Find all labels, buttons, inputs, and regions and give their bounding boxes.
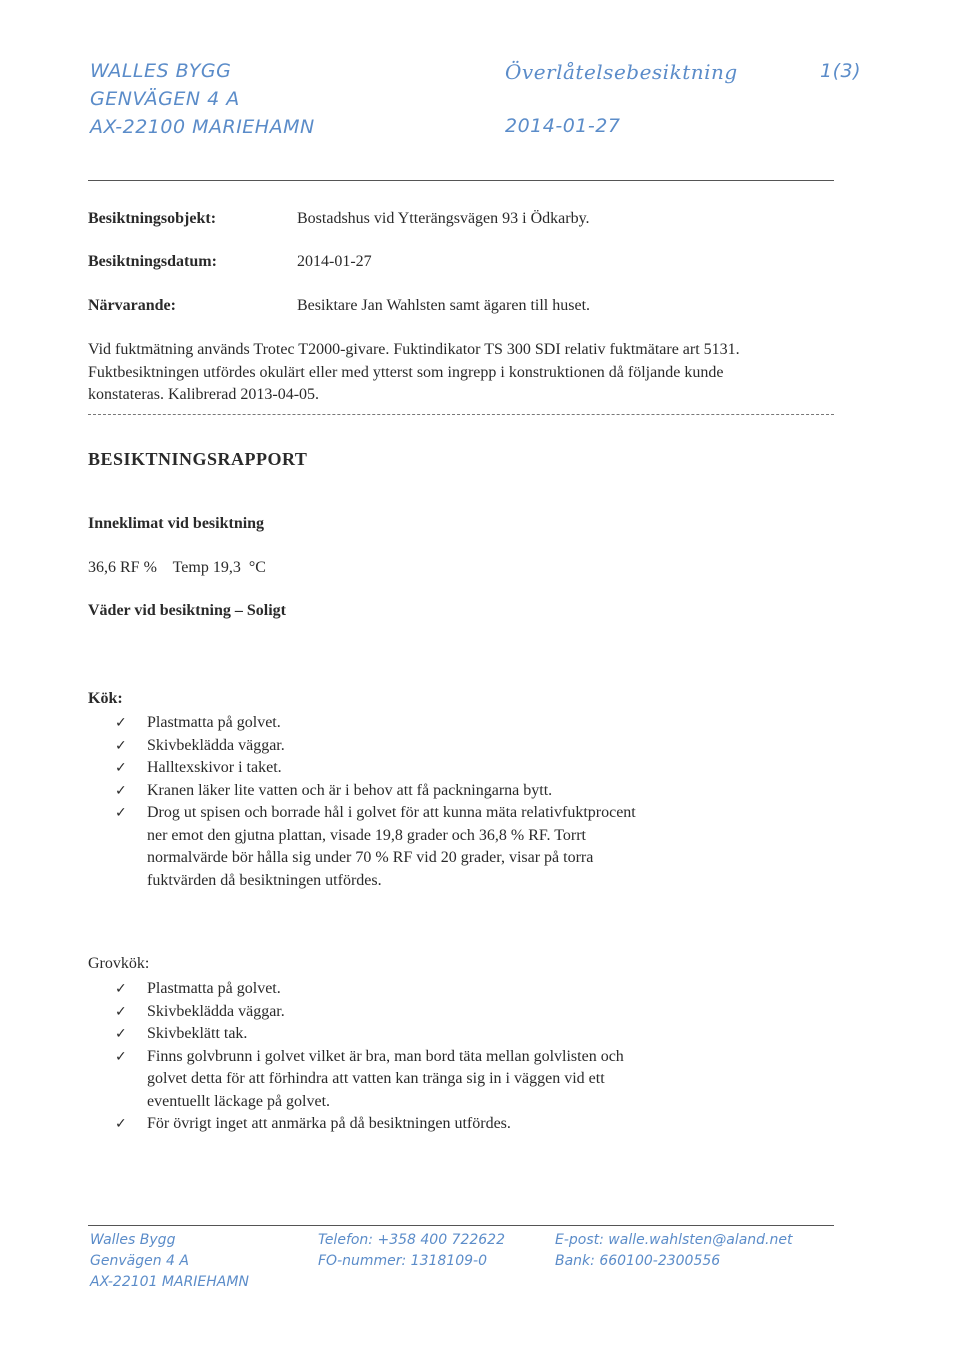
kitchen-checklist [115,712,655,892]
footer-org-number: FO-nummer: 1318109-0 [318,1253,487,1269]
list-item: ✓ Skivbeklädda väggar. [115,735,655,758]
list-item: ✓ Plastmatta på golvet. [115,712,655,735]
list-item: ✓ Kranen läker lite vatten och är i behov att få packningarna bytt. [115,780,655,803]
date-value: 2014-01-27 [297,253,372,270]
footer-phone: Telefon: +358 400 722622 [318,1232,505,1248]
document-title: Överlåtelsebesiktning [505,60,738,84]
page-number: 1(3) [820,60,862,82]
header-rule [88,180,834,181]
footer-company-street: Genvägen 4 A [90,1253,189,1269]
footer-rule [88,1225,834,1226]
intro-line: Vid fuktmätning används Trotec T2000-givare. Fuktindikator TS 300 SDI relativ fuktmätare art 5131. [88,341,740,358]
intro-line: konstateras. Kalibrerad 2013-04-05. [88,386,320,403]
utility-kitchen-checklist [115,978,655,1136]
footer-company [90,1230,249,1293]
footer-email-bank [555,1230,792,1272]
check-icon: ✓ [115,760,127,776]
object-label: Besiktningsobjekt: [88,210,217,227]
weather-line: Väder vid besiktning – Soligt [88,602,286,619]
list-item: ✓ Plastmatta på golvet. [115,978,655,1001]
indoor-climate-values: 36,6 RF % Temp 19,3 °C [88,559,266,576]
object-value: Bostadshus vid Ytterängsvägen 93 i Ödkarby. [297,210,590,227]
company-street: GENVÄGEN 4 A [90,88,240,110]
list-item: ✓ Finns golvbrunn i golvet vilket är bra, man bord täta mellan golvlisten och golvet detta för att förhindra att vatten kan tränga sig in i väggen vid ett eventuellt läckage på golvet. [115,1047,624,1110]
present-label: Närvarande: [88,297,176,314]
kitchen-heading: Kök: [88,690,123,707]
document-date: 2014-01-27 [505,115,621,137]
footer-email: E-post: walle.wahlsten@aland.net [555,1232,793,1248]
list-item: ✓ Drog ut spisen och borrade hål i golvet för att kunna mäta relativfuktprocent ner emot den gjutna plattan, visade 19,8 grader och 36,8 % RF. Torrt normalvärde bör hålla sig under 70 % RF vid 20 grader, visar på torra fuktvärden då besiktningen utfördes. [115,804,636,889]
report-title: BESIKTNINGSRAPPORT [88,449,308,469]
check-icon: ✓ [115,805,127,821]
company-name: WALLES BYGG [90,60,232,82]
check-icon: ✓ [115,782,127,799]
footer-bank: Bank: 660100-2300556 [555,1253,721,1269]
list-item: ✓ För övrigt inget att anmärka på då besiktningen utfördes. [115,1113,655,1136]
list-item: ✓ Skivbeklädda väggar. [115,1001,655,1024]
footer-company-name: Walles Bygg [90,1232,176,1248]
company-city: AX-22100 MARIEHAMN [90,116,315,138]
present-value: Besiktare Jan Wahlsten samt ägaren till huset. [297,297,591,314]
date-label: Besiktningsdatum: [88,253,217,270]
check-icon: ✓ [115,1026,127,1042]
check-icon: ✓ [115,1003,127,1020]
check-icon: ✓ [115,981,127,997]
indoor-climate-heading: Inneklimat vid besiktning [88,515,265,532]
intro-paragraph [88,339,848,407]
check-icon: ✓ [115,1048,127,1065]
check-icon: ✓ [115,1116,127,1132]
check-icon: ✓ [115,737,127,754]
footer-contact [318,1230,505,1272]
list-item: ✓ Skivbeklätt tak. [115,1023,655,1046]
intro-line: Fuktbesiktningen utfördes okulärt eller med ytterst som ingrepp i konstruktionen då följande kunde [88,363,724,381]
utility-kitchen-heading: Grovkök: [88,955,150,972]
check-icon: ✓ [115,715,127,731]
dashed-divider [88,414,834,415]
footer-company-city: AX-22101 MARIEHAMN [90,1274,249,1290]
list-item: ✓ Halltexskivor i taket. [115,757,655,780]
